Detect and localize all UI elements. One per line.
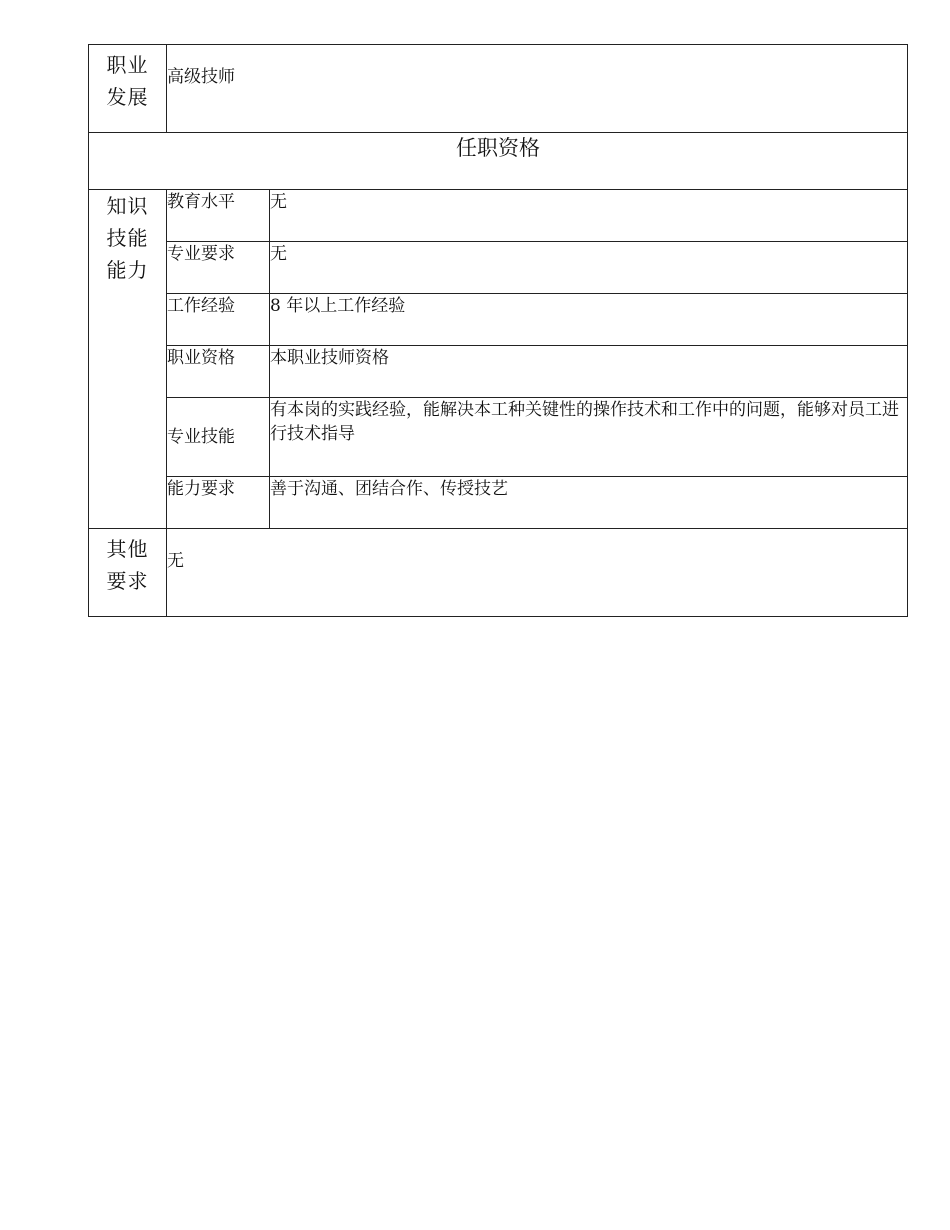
education-value: 无	[270, 190, 908, 242]
experience-label: 工作经验	[167, 294, 270, 346]
certification-label: 职业资格	[167, 346, 270, 398]
major-value: 无	[270, 242, 908, 294]
group-label-cell	[89, 190, 167, 529]
career-label-cell	[89, 45, 167, 133]
ability-value: 善于沟通、团结合作、传授技艺	[270, 477, 908, 529]
education-label: 教育水平	[167, 190, 270, 242]
group-label: 知识技能能力	[106, 194, 149, 282]
table-row	[89, 294, 908, 346]
career-value: 高级技师	[167, 45, 908, 133]
ability-label: 能力要求	[167, 477, 270, 529]
table-row	[89, 190, 908, 242]
job-spec-table	[88, 44, 908, 617]
experience-value: 8 年以上工作经验	[270, 294, 908, 346]
skills-label: 专业技能	[167, 398, 270, 477]
career-row	[89, 45, 908, 133]
table-row	[89, 477, 908, 529]
career-label: 职业发展	[106, 53, 149, 109]
table-row	[89, 242, 908, 294]
other-label-cell	[89, 529, 167, 617]
other-label: 其他要求	[106, 537, 149, 593]
certification-value: 本职业技师资格	[270, 346, 908, 398]
table-row	[89, 346, 908, 398]
major-label: 专业要求	[167, 242, 270, 294]
section-header-row	[89, 133, 908, 190]
section-title: 任职资格	[89, 133, 908, 190]
other-value: 无	[167, 529, 908, 617]
table-row	[89, 398, 908, 477]
skills-value: 有本岗的实践经验，能解决本工种关键性的操作技术和工作中的问题，能够对员工进行技术指导	[270, 398, 908, 477]
other-row	[89, 529, 908, 617]
